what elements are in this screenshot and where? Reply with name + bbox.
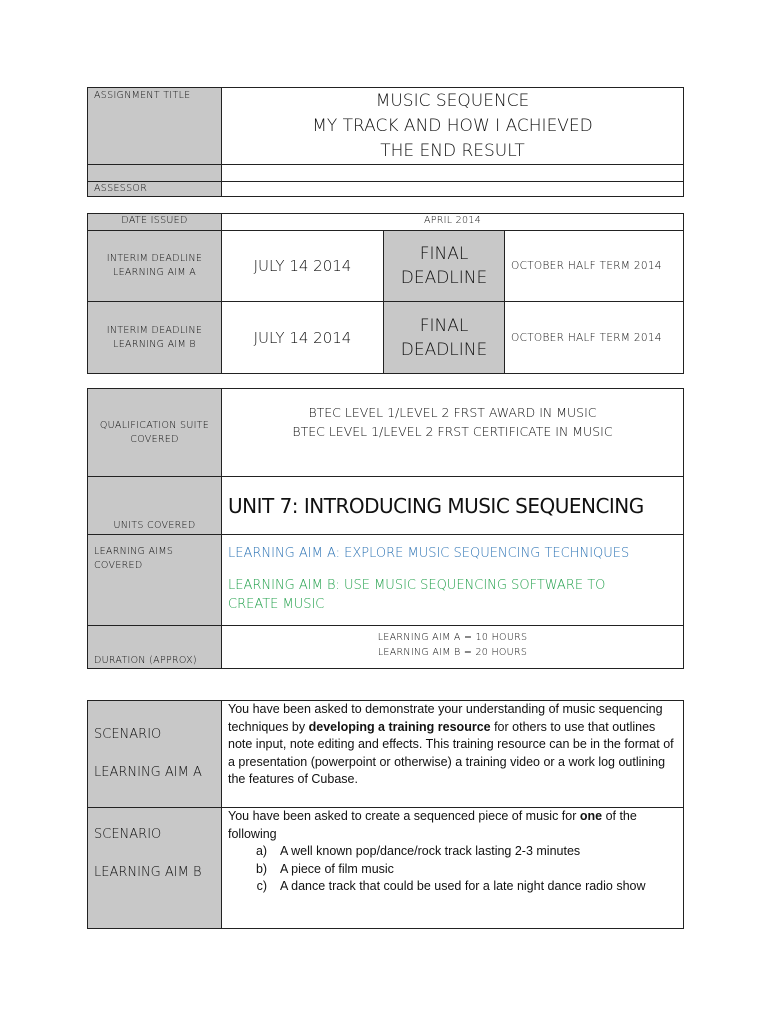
scenario-a-text-cell [222,701,684,808]
scenario-a-text [222,701,683,789]
list-item: b. A piece of film music [274,861,677,879]
aim-b-line-2: CREATE MUSIC [228,597,325,612]
assignment-title [222,88,683,164]
suite-value [222,389,683,441]
scenario-a-text-part-1: You have been asked to demonstrate your understanding of music sequencing techniques by [228,702,663,734]
suite-line: BTEC LEVEL 1/LEVEL 2 FRST CERTIFICATE IN MUSIC [292,424,613,439]
date-issued-label: DATE ISSUED [121,215,188,226]
scenario-a-label-line-2: LEARNING AIM A [94,765,202,780]
interim-b-label [88,324,221,352]
final-a-value: OCTOBER HALF TERM 2014 [511,260,662,272]
list-item: a. A well known pop/dance/rock track lasting 2-3 minutes [274,843,677,861]
duration-value [222,626,683,660]
assignment-spacer-right [222,165,684,182]
duration-label: DURATION (APPROX) [94,655,197,666]
assessor-value-cell[interactable] [222,182,684,197]
dates-table [87,213,684,374]
assessor-label: ASSESSOR [94,183,148,194]
scenario-b-label-cell [88,808,222,929]
scenario-b-text [222,808,683,843]
final-b-value: OCTOBER HALF TERM 2014 [511,331,662,344]
assignment-title-line: MY TRACK AND HOW I ACHIEVED [312,116,593,136]
final-b-label [384,314,504,362]
date-issued-label-cell [88,214,222,231]
interim-a-label [88,252,221,280]
interim-b-label-line-1: INTERIM DEADLINE [106,324,203,336]
units-label: UNITS COVERED [113,520,196,531]
final-a-value-cell [505,231,684,302]
suite-label-line-2: COVERED [130,433,179,445]
aim-b-line-1: LEARNING AIM B: USE MUSIC SEQUENCING SOFTWARE TO [228,578,606,593]
scenario-b-label [88,808,221,883]
aims-label-line-2: COVERED [94,560,143,571]
assignment-title-cell [222,88,684,165]
scenario-b-text-bold: one [579,809,603,823]
list-item: c. A dance track that could be used for a late night dance radio show [274,878,677,896]
scenario-b-text-part-1: You have been asked to create a sequenced piece of music for [228,809,580,823]
suite-label [88,419,221,447]
duration-b: LEARNING AIM B = 20 HOURS [377,647,528,658]
interim-a-value-cell [222,231,384,302]
interim-b-label-line-2: LEARNING AIM B [113,338,196,350]
interim-b-value-cell [222,302,384,374]
aims-label-cell [88,535,222,626]
duration-a: LEARNING AIM A = 10 HOURS [377,632,528,643]
suite-label-line-1: QUALIFICATION SUITE [99,419,210,431]
assignment-title-line: MUSIC SEQUENCE [375,91,530,111]
interim-a-label-cell [88,231,222,302]
assignment-title-label: ASSIGNMENT TITLE [94,90,191,101]
interim-a-label-line-2: LEARNING AIM A [112,267,196,278]
final-a-label-line-1: FINAL [419,244,469,264]
scenario-b-text-part-2: of the following [228,809,637,841]
qualification-table [87,388,684,669]
scenario-a-label-cell [88,701,222,808]
assignment-title-line: THE END RESULT [380,141,525,161]
suite-value-cell [222,389,684,477]
aim-b-text [222,561,683,614]
scenario-a-text-part-2: for others to use that outlines note input, note editing and effects. This training resource can be in the format of a presentation (powerpoint or otherwise) a training video or a work log outlining the features of Cubase. [228,719,674,786]
aim-a-text: LEARNING AIM A: EXPLORE MUSIC SEQUENCING TECHNIQUES [228,546,630,561]
final-b-label-line-1: FINAL [419,315,469,336]
final-a-label [384,242,504,290]
assignment-title-label-cell [88,88,222,165]
date-issued-value: APRIL 2014 [423,215,482,226]
final-b-value-cell [505,302,684,374]
scenario-table [87,700,684,929]
duration-label-cell [88,626,222,669]
date-issued-value-cell [222,214,684,231]
final-a-label-line-2: DEADLINE [400,268,488,288]
duration-value-cell [222,626,684,669]
assignment-table [87,87,684,197]
suite-label-cell [88,389,222,477]
final-b-label-cell [384,302,505,374]
aims-label-line-1: LEARNING AIMS [94,546,174,557]
assessor-value [222,182,683,184]
scenario-a-label-line-1: SCENARIO [94,727,162,742]
interim-b-value: JULY 14 2014 [253,328,352,347]
units-label-cell [88,477,222,535]
final-b-label-line-2: DEADLINE [400,339,488,360]
units-value-cell [222,477,684,535]
scenario-a-text-bold: developing a training resource [308,719,491,734]
aims-value-cell [222,535,684,626]
aims-label [88,535,221,573]
scenario-b-label-line-1: SCENARIO [94,827,162,842]
interim-b-label-cell [88,302,222,374]
scenario-b-text-cell [222,808,684,929]
units-value: UNIT 7: INTRODUCING MUSIC SEQUENCING [228,493,644,518]
scenario-b-label-line-2: LEARNING AIM B [94,865,202,880]
final-a-label-cell [384,231,505,302]
assessor-label-cell [88,182,222,197]
interim-a-label-line-1: INTERIM DEADLINE [106,253,203,264]
assignment-spacer-left [88,165,222,182]
interim-a-value: JULY 14 2014 [253,257,352,275]
scenario-a-label [88,725,221,783]
suite-line: BTEC LEVEL 1/LEVEL 2 FRST AWARD IN MUSIC [308,405,597,420]
scenario-b-options [222,843,683,896]
